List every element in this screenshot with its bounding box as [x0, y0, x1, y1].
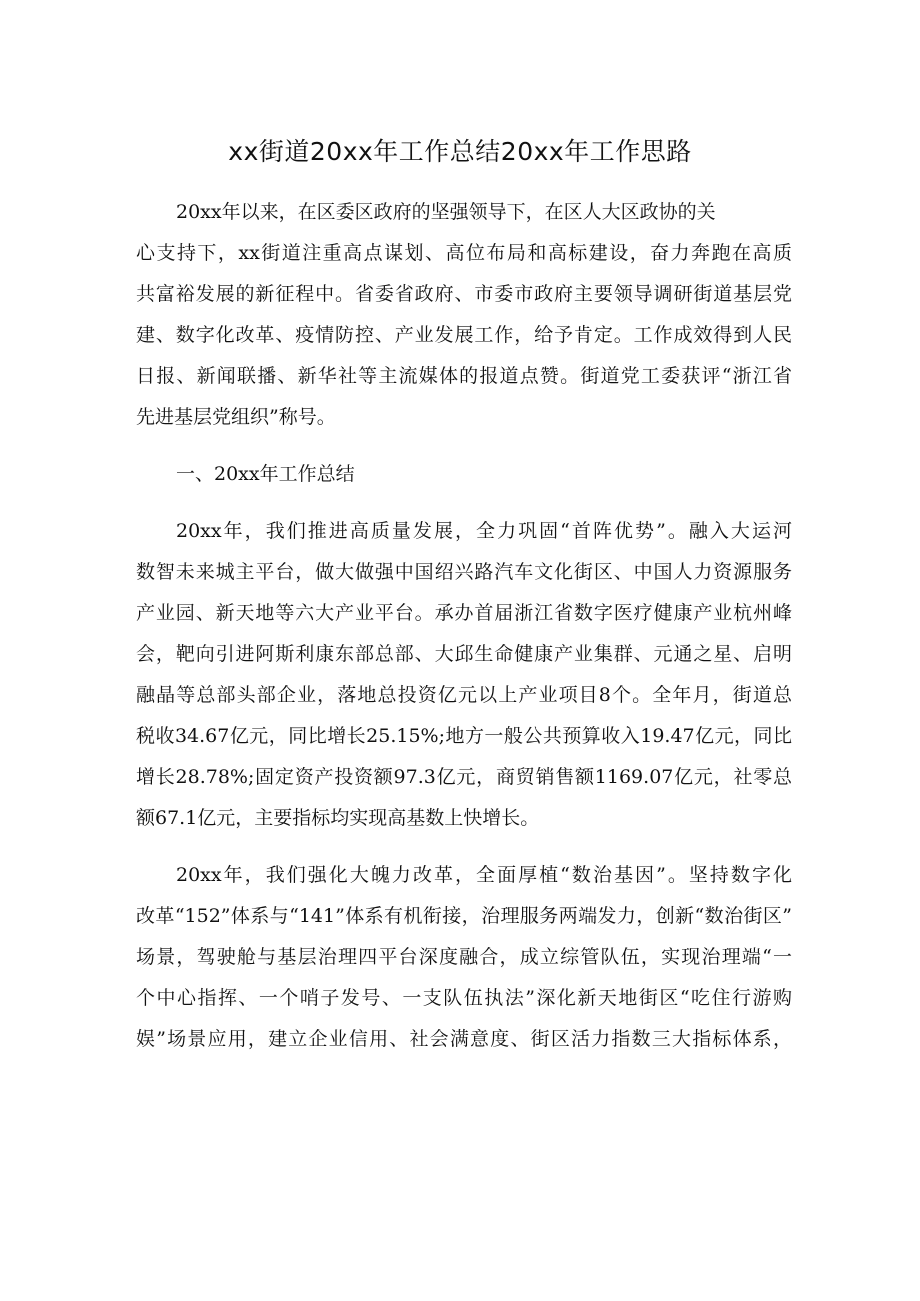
paragraph-line: 20xx年，我们推进高质量发展，全力巩固“首阵优势”。融入大运河 — [176, 520, 792, 542]
paragraph-line: 共富裕发展的新征程中。省委省政府、市委市政府主要领导调研街道基层党 — [136, 283, 792, 305]
paragraph-line: 增长28.78%;固定资产投资额97.3亿元，商贸销售额1169.07亿元，社零总 — [136, 766, 792, 788]
paragraph-line: 建、数字化改革、疫情防控、产业发展工作，给予肯定。工作成效得到人民 — [136, 324, 792, 346]
document-body — [136, 192, 792, 1076]
document-title: xx街道20xx年工作总结20xx年工作思路 — [228, 137, 692, 166]
paragraph-line: 融晶等总部头部企业，落地总投资亿元以上产业项目8个。全年月，街道总 — [136, 684, 792, 706]
paragraph-line: 改革“152”体系与“141”体系有机衔接，治理服务两端发力，创新“数治街区” — [136, 905, 792, 927]
paragraph-line: 个中心指挥、一个哨子发号、一支队伍执法”深化新天地街区“吃住行游购 — [136, 987, 792, 1009]
paragraph-line: 产业园、新天地等六大产业平台。承办首届浙江省数字医疗健康产业杭州峰 — [136, 602, 792, 624]
paragraph-line: 20xx年，我们强化大魄力改革，全面厚植“数治基因”。坚持数字化 — [176, 864, 792, 886]
paragraph-line: 数智未来城主平台，做大做强中国绍兴路汽车文化街区、中国人力资源服务 — [136, 561, 792, 583]
paragraph-line: 20xx年以来，在区委区政府的坚强领导下，在区人大区政协的关 — [176, 201, 716, 223]
paragraph-line: 税收34.67亿元，同比增长25.15%;地方一般公共预算收入19.47亿元，同比 — [136, 725, 792, 747]
paragraph-line: 娱”场景应用，建立企业信用、社会满意度、街区活力指数三大指标体系， — [136, 1028, 792, 1050]
paragraph-line: 会，靶向引进阿斯利康东部总部、大邱生命健康产业集群、元通之星、启明 — [136, 643, 792, 665]
paragraph-line: 额67.1亿元，主要指标均实现高基数上快增长。 — [136, 807, 540, 829]
summary-paragraph-2 — [136, 855, 792, 1060]
paragraph-line: 心支持下，xx街道注重高点谋划、高位布局和高标建设，奋力奔跑在高质 — [136, 242, 792, 264]
intro-paragraph — [136, 192, 792, 438]
summary-paragraph-1 — [136, 511, 792, 839]
paragraph-line: 场景，驾驶舱与基层治理四平台深度融合，成立综管队伍，实现治理端“一 — [136, 946, 792, 968]
paragraph-line: 日报、新闻联播、新华社等主流媒体的报道点赞。街道党工委获评“浙江省 — [136, 365, 792, 387]
paragraph-line: 先进基层党组织”称号。 — [136, 406, 336, 428]
section-heading: 一、20xx年工作总结 — [176, 463, 355, 485]
